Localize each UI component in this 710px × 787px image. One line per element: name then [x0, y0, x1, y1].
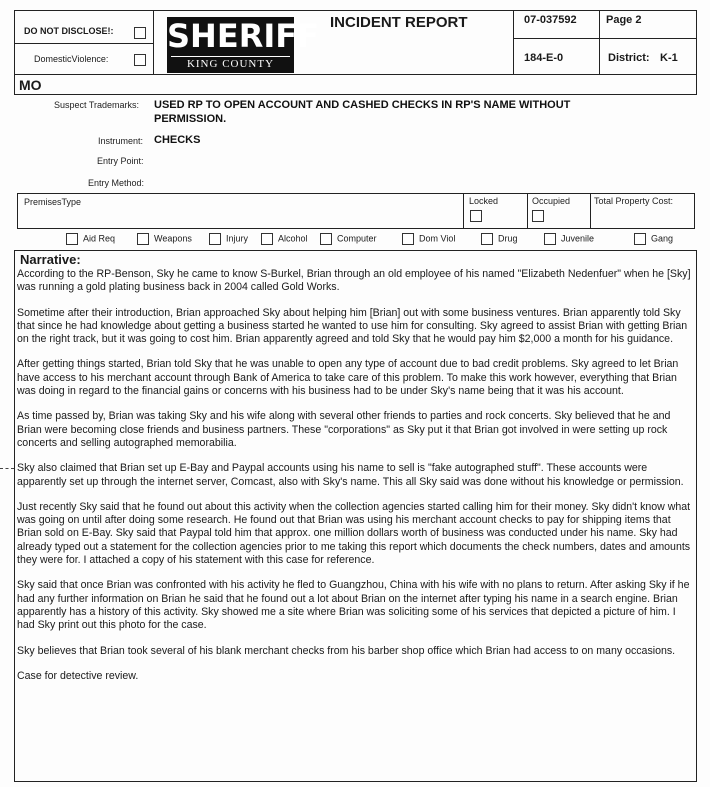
flag-label: Weapons	[154, 233, 192, 244]
entry-point-label: Entry Point:	[97, 156, 144, 166]
report-code: 184-E-0	[524, 52, 564, 64]
locked-label: Locked	[469, 196, 499, 206]
domestic-violence-checkbox[interactable]	[134, 54, 146, 66]
flag-checkbox[interactable]	[261, 233, 273, 245]
domestic-violence-label: DomesticViolence:	[34, 54, 109, 64]
sheriff-logo	[167, 17, 319, 73]
flag-label: Aid Req	[83, 233, 116, 244]
flag-checkbox[interactable]	[544, 233, 556, 245]
premises-type-label: PremisesType	[24, 197, 82, 207]
narrative-label: Narrative:	[20, 252, 81, 267]
do-not-disclose-checkbox[interactable]	[134, 27, 146, 39]
flag-drug[interactable]	[481, 233, 518, 245]
flag-checkbox[interactable]	[402, 233, 414, 245]
flag-label: Drug	[498, 233, 518, 244]
instrument-value: CHECKS	[154, 134, 201, 146]
narrative-paragraph: Sky also claimed that Brian set up E-Bay and Paypal accounts using his name to sell is "fake autographed stuff". These accounts were apparently set up through the internet server, Comcast, also with Sky's name. This all Sky said was done without his knowledge or permission.	[17, 462, 684, 488]
narrative-paragraph: After getting things started, Brian told Sky that he was unable to open any type of account due to bad credit problems. Sky agreed to let Brian have access to his merchant account through Bank of America to take care of this problem. To make this work however, everything that Brian was doing in regard to the financial gains or concerns with his business had to be under Sky's name being that it was his account.	[17, 358, 679, 398]
narrative-paragraph: As time passed by, Brian was taking Sky and his wife along with several other friends to parties and rock concerts. Sky believed that he and Brian were becoming close friends and business partners. These "corporations" as Sky put it that Brian got involved in were setting up rock concerts and selling autographed memorabilia.	[17, 410, 671, 449]
logo-sub-text: KING COUNTY	[171, 56, 290, 71]
report-title: INCIDENT REPORT	[330, 14, 468, 31]
flag-aid-req[interactable]	[66, 233, 115, 245]
suspect-trademarks-label: Suspect Trademarks:	[54, 100, 140, 110]
occupied-label: Occupied	[532, 196, 571, 206]
flag-label: Gang	[651, 233, 674, 244]
flag-checkbox[interactable]	[481, 233, 493, 245]
flag-injury[interactable]	[209, 233, 248, 245]
narrative-paragraph: Sky said that once Brian was confronted with his activity he fled to Guangzhou, China with his wife with no plans to return. After asking Sky if he had any further information on Brian he said that he found out a lot about Brian on the internet after typing his name in a search engine. Brian apparently has a history of this activity. Sky showed me a site where Brian was soliciting some of his services that depicted a picture of him. I had Sky print out this photo for the case.	[17, 579, 690, 632]
flag-label: Juvenile	[561, 233, 595, 244]
flag-dom-viol[interactable]	[402, 233, 455, 245]
case-number: 07-037592	[524, 14, 577, 26]
narrative-paragraph: According to the RP-Benson, Sky he came to know S-Burkel, Brian through an old employee of his named "Elizabeth Nedenfuer" when he [Sky] was running a gold plating business back in 2004 called Gold Works.	[17, 268, 691, 294]
narrative-paragraph: Case for detective review.	[17, 669, 139, 682]
flag-juvenile[interactable]	[544, 233, 594, 245]
flag-label: Injury	[226, 233, 249, 244]
narrative-paragraph: Just recently Sky said that he found out about this activity when the collection agencies started calling him for their money. Sky didn't know what was going on until after doing some research. He found out that Brian was using his merchant account checks to pay for shipping items that Brian sold on E-Bay. Sky said that Paypal told him that approx. one million dollars worth of business was conducted under his name. Sky had already typed out a statement for the collection agencies prior to me taking this report which documents the check numbers, dates and amounts they were for. I attached a copy of his statement with this case for reference.	[17, 500, 691, 567]
flag-weapons[interactable]	[137, 233, 192, 245]
suspect-trademarks-value: USED RP TO OPEN ACCOUNT AND CASHED CHECKS IN RP'S NAME WITHOUT PERMISSION.	[154, 99, 571, 125]
logo-main-text: SHERIFF	[167, 17, 319, 55]
flag-label: Computer	[337, 233, 377, 244]
flag-gang[interactable]	[634, 233, 673, 245]
narrative-paragraph: Sometime after their introduction, Brian approached Sky about helping him [Brian] out with some business ventures. Brian apparently told Sky that since he had knowledge about getting a business started he wanted to use him for consulting. Sky agreed to assist Brian with getting Brian on the right track, but it was going to cost him. Brian apparently agreed and told Sky that he would pay him $2,000 a month for his guidance.	[17, 306, 688, 346]
flag-alcohol[interactable]	[261, 233, 308, 245]
page-label: Page 2	[606, 14, 642, 26]
total-property-cost-label: Total Property Cost:	[594, 196, 674, 206]
district-value: K-1	[660, 52, 678, 64]
flag-checkbox[interactable]	[66, 233, 78, 245]
flag-checkbox[interactable]	[209, 233, 221, 245]
flag-checkbox[interactable]	[634, 233, 646, 245]
flag-label: Dom Viol	[419, 233, 456, 244]
entry-method-label: Entry Method:	[88, 178, 145, 188]
occupied-checkbox[interactable]	[532, 210, 544, 222]
narrative-body	[17, 268, 692, 695]
district-label: District:	[608, 52, 650, 64]
flag-checkbox[interactable]	[137, 233, 149, 245]
narrative-paragraph: Sky believes that Brian took several of his blank merchant checks from his barber shop office which Brian had access to on many occasions.	[17, 644, 676, 657]
locked-checkbox[interactable]	[470, 210, 482, 222]
mo-section-label: MO	[19, 77, 42, 93]
flag-label: Alcohol	[278, 233, 308, 244]
instrument-label: Instrument:	[98, 136, 144, 146]
do-not-disclose-label: DO NOT DISCLOSE!:	[24, 26, 114, 36]
flag-computer[interactable]	[320, 233, 377, 245]
flag-checkbox[interactable]	[320, 233, 332, 245]
scan-artifact	[0, 468, 14, 469]
